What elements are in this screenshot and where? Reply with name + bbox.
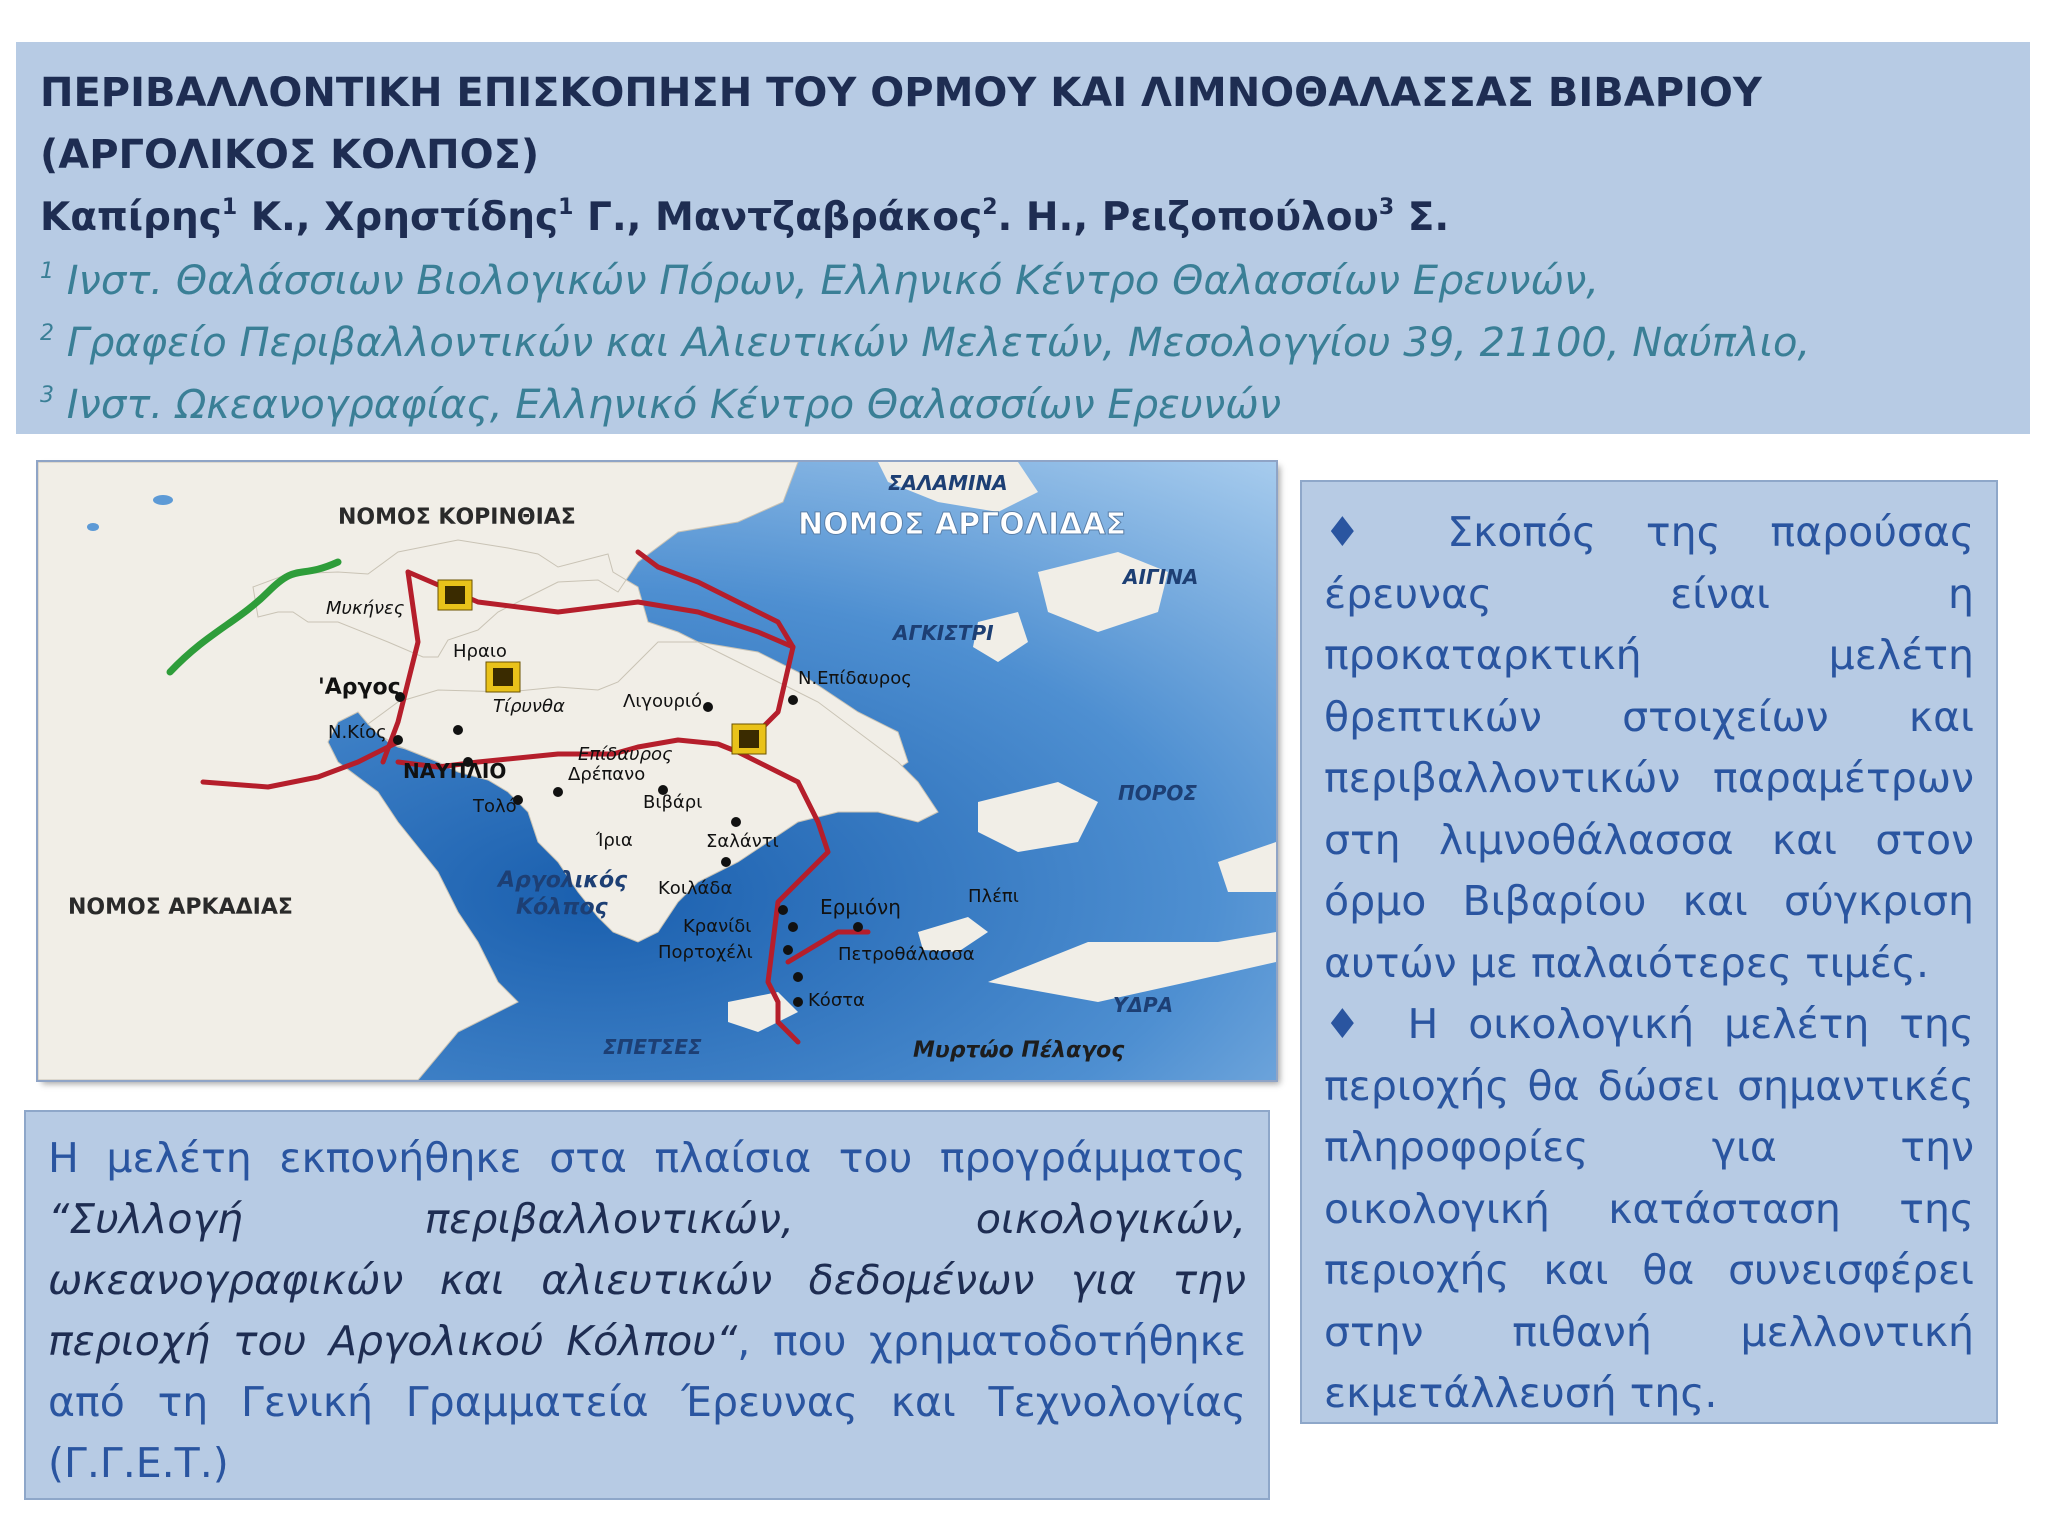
- map-label-mykines: Μυκήνες: [326, 598, 405, 619]
- aim-paragraph-1: [1324, 502, 1974, 994]
- author-initial: . Η.,: [997, 195, 1102, 240]
- map-label-iria: Ίρια: [596, 830, 633, 851]
- affiliation-number: 2: [40, 321, 54, 346]
- map-label-agkistri: ΑΓΚΙΣΤΡΙ: [893, 621, 994, 645]
- aim-text-1: Σκοπός της παρούσας έρευνας είναι η προκαταρκτική μελέτη θρεπτικών στοιχείων και περιβαλλοντικών παραμέτρων στη λιμνοθάλασσα και στον όρμο Βιβαρίου και σύγκριση αυτών με παλαιότερες τιμές.: [1324, 508, 1975, 987]
- map-label-vivari: Βιβάρι: [643, 792, 703, 813]
- lake: [87, 523, 99, 531]
- author-affiliation-number: 1: [558, 195, 574, 220]
- map-label-ligourio: Λιγουριό: [623, 691, 703, 712]
- map-label-argolida: ΝΟΜΟΣ ΑΡΓΟΛΙΔΑΣ: [798, 507, 1127, 542]
- map-label-spetses: ΣΠΕΤΣΕΣ: [603, 1035, 702, 1059]
- aim-paragraph-2: [1324, 994, 1974, 1425]
- lake: [153, 495, 173, 505]
- author-initial: Σ.: [1394, 195, 1450, 240]
- map-label-portocheli: Πορτοχέλι: [658, 942, 753, 963]
- map-label-ydra: ΥΔΡΑ: [1113, 993, 1174, 1017]
- affiliation-text: Ινστ. Θαλάσσιων Βιολογικών Πόρων, Ελληνικό Κέντρο Θαλασσίων Ερευνών,: [54, 258, 1600, 304]
- map-label-koilada: Κοιλάδα: [658, 878, 733, 899]
- map-label-gulf-2: Κόλπος: [516, 895, 608, 920]
- funding-note-box: [24, 1110, 1270, 1500]
- map-label-n-kios: Ν.Κίος: [328, 722, 387, 743]
- affiliation-1: [40, 250, 2006, 312]
- affiliation-text: Ινστ. Ωκεανογραφίας, Ελληνικό Κέντρο Θαλασσίων Ερευνών: [54, 382, 1282, 428]
- author-affiliation-number: 1: [221, 195, 238, 220]
- map-label-ermioni: Ερμιόνη: [820, 895, 901, 919]
- map-label-myrtoo: Μυρτώο Πέλαγος: [913, 1038, 1125, 1063]
- author-initial: Κ.,: [237, 195, 325, 240]
- map-label-argos: 'Αργος: [318, 675, 401, 700]
- author-affiliation-number: 2: [982, 195, 998, 220]
- affiliation-number: 3: [40, 383, 54, 408]
- author-name: Καπίρης: [40, 195, 222, 240]
- map-label-petrothalassa: Πετροθάλασσα: [838, 944, 975, 965]
- monument-icon: [438, 580, 472, 610]
- map-label-kranidi: Κρανίδι: [683, 916, 752, 937]
- diamond-bullet-icon: ♦: [1324, 1000, 1378, 1048]
- affiliation-text: Γραφείο Περιβαλλοντικών και Αλιευτικών Μελετών, Μεσολογγίου 39, 21100, Ναύπλιο,: [54, 320, 1811, 366]
- map-label-epidavros: Επίδαυρος: [578, 744, 673, 765]
- map-figure: [38, 462, 1276, 1080]
- diamond-bullet-icon: ♦: [1324, 508, 1398, 556]
- aim-text-2: Η οικολογική μελέτη της περιοχής θα δώσει σημαντικές πληροφορίες για την οικολογική κατάσταση της περιοχής και θα συνεισφέρει στην πιθανή μελλοντική εκμετάλλευσή της.: [1324, 1000, 1974, 1417]
- map-label-aigina: ΑΙΓΙΝΑ: [1123, 565, 1199, 589]
- author-name: Μαντζαβράκος: [655, 195, 983, 240]
- page-title: ΠΕΡΙΒΑΛΛΟΝΤΙΚΗ ΕΠΙΣΚΟΠΗΣΗ ΤΟΥ ΟΡΜΟΥ ΚΑΙ ΛΙΜΝΟΘΑΛΑΣΣΑΣ ΒΙΒΑΡΙΟΥ (ΑΡΓΟΛΙΚΟΣ ΚΟΛΠΟΣ): [40, 70, 1762, 178]
- affiliation-3: [40, 374, 2006, 436]
- program-title: “Συλλογή περιβαλλοντικών, οικολογικών, ωκεανογραφικών και αλιευτικών δεδομένων για την περιοχή του Αργολικού Κόλπου“: [48, 1195, 1246, 1365]
- map-label-iraio: Ηραιο: [453, 641, 507, 662]
- header-banner: [16, 42, 2030, 434]
- map-label-arkadia: ΝΟΜΟΣ ΑΡΚΑΔΙΑΣ: [68, 895, 293, 920]
- map-label-nafplio: ΝΑΥΠΛΙΟ: [403, 759, 507, 783]
- monument-icon: [732, 724, 766, 754]
- map-label-korinthia: ΝΟΜΟΣ ΚΟΡΙΝΘΙΑΣ: [338, 505, 576, 530]
- map-label-pleti: Πλέπι: [968, 886, 1019, 907]
- map-svg: [38, 462, 1276, 1080]
- map-label-salanti: Σαλάντι: [706, 831, 779, 852]
- aims-box: [1300, 480, 1998, 1424]
- map-label-tiryntha: Τίρυνθα: [493, 696, 565, 717]
- map-label-poros: ΠΟΡΟΣ: [1118, 781, 1198, 805]
- map-label-kosta: Κόστα: [808, 990, 865, 1011]
- map-label-tolo: Τολό: [473, 796, 517, 817]
- map-label-gulf-1: Αργολικός: [498, 868, 628, 893]
- affiliation-number: 1: [40, 259, 54, 284]
- monument-icon: [486, 662, 520, 692]
- funding-tail: , που χρηματοδοτήθηκε από τη Γενική Γραμματεία Έρευνας και Τεχνολογίας (Γ.Γ.Ε.Τ.): [48, 1317, 1246, 1487]
- map-label-salamina: ΣΑΛΑΜΙΝΑ: [888, 471, 1008, 495]
- affiliation-2: [40, 312, 2006, 374]
- map-label-drepano: Δρέπανο: [568, 764, 646, 785]
- author-name: Ρειζοπούλου: [1101, 195, 1379, 240]
- authors-line: [40, 186, 2006, 250]
- map-label-n-epidavros: Ν.Επίδαυρος: [798, 668, 912, 689]
- funding-lead: Η μελέτη εκπονήθηκε στα πλαίσια του προγράμματος: [48, 1134, 1246, 1182]
- author-initial: Γ.,: [573, 195, 656, 240]
- author-name: Χρηστίδης: [324, 195, 559, 240]
- author-affiliation-number: 3: [1378, 195, 1395, 220]
